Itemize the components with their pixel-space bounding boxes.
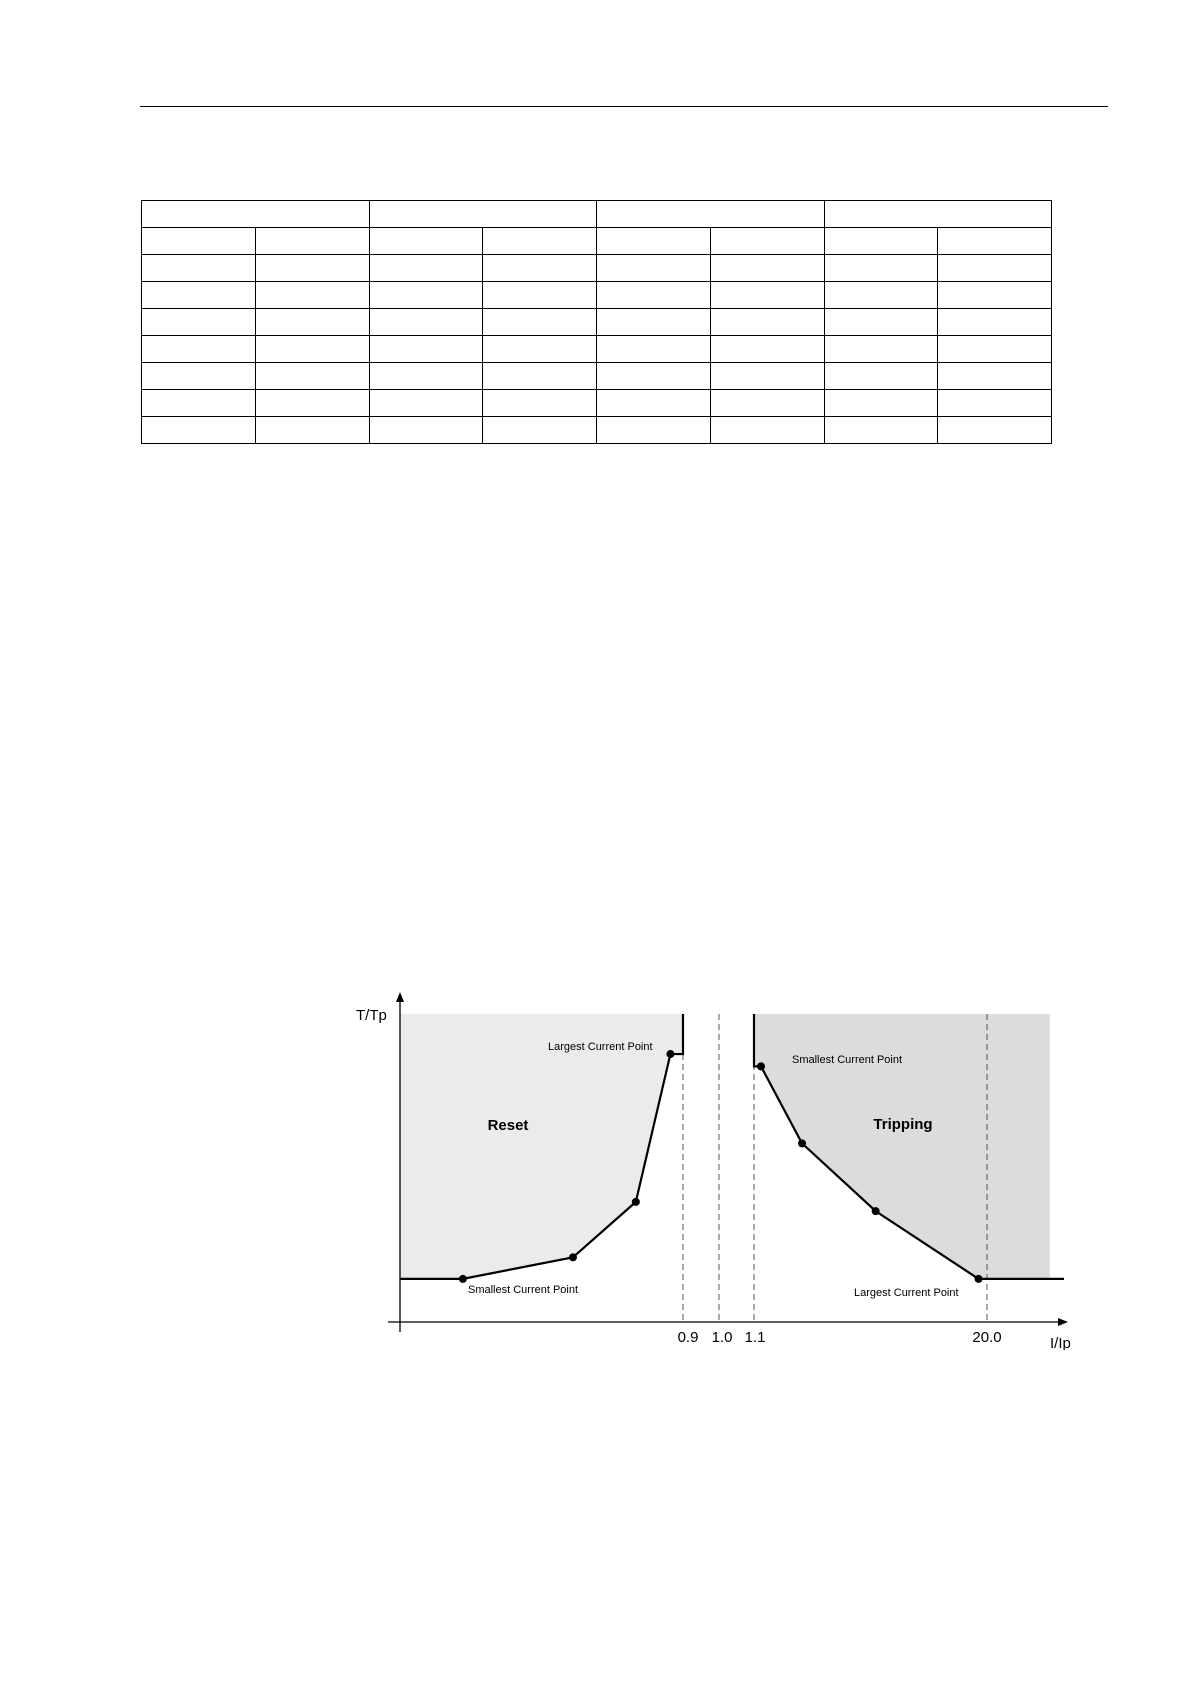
table-cell: [824, 336, 938, 363]
tripping-curve-point: [798, 1139, 806, 1147]
table-cell: [824, 417, 938, 444]
table-cell: [255, 282, 369, 309]
table-cell: [369, 309, 483, 336]
reset-region-label: Reset: [487, 1117, 529, 1134]
table-cell: [483, 228, 597, 255]
table-cell: [142, 363, 256, 390]
table-cell: [824, 282, 938, 309]
table-cell: [142, 390, 256, 417]
table-row: [142, 336, 1052, 363]
table-cell: [824, 309, 938, 336]
table-cell: [483, 255, 597, 282]
data-table: [141, 200, 1052, 444]
table-header-cell: [369, 201, 597, 228]
y-axis-arrow: [396, 992, 404, 1002]
table-cell: [710, 228, 824, 255]
table-cell: [142, 282, 256, 309]
table-cell: [142, 255, 256, 282]
table-subheader-row: [142, 228, 1052, 255]
table-cell: [938, 255, 1052, 282]
table-cell: [369, 255, 483, 282]
table-cell: [597, 228, 711, 255]
table-cell: [483, 309, 597, 336]
x-axis-arrow: [1058, 1318, 1068, 1326]
table-cell: [369, 417, 483, 444]
table-cell: [255, 228, 369, 255]
table-cell: [938, 390, 1052, 417]
table-row: [142, 363, 1052, 390]
table-cell: [483, 417, 597, 444]
table-cell: [824, 390, 938, 417]
characteristic-chart: [350, 990, 1090, 1350]
table-cell: [710, 309, 824, 336]
x-tick-label: 1.1: [744, 1329, 766, 1346]
table-cell: [483, 390, 597, 417]
table-cell: [824, 255, 938, 282]
table-cell: [255, 390, 369, 417]
reset-curve-point: [632, 1198, 640, 1206]
table-row: [142, 255, 1052, 282]
table-header-cell: [142, 201, 370, 228]
table-cell: [369, 228, 483, 255]
table-cell: [142, 309, 256, 336]
table-row: [142, 309, 1052, 336]
table-cell: [142, 228, 256, 255]
tripping-region-label: Tripping: [873, 1116, 933, 1133]
x-tick-label: 20.0: [972, 1329, 1002, 1346]
table-cell: [597, 390, 711, 417]
table-cell: [710, 255, 824, 282]
reset-largest-current-label: Largest Current Point: [548, 1041, 653, 1053]
table-cell: [597, 363, 711, 390]
table-cell: [369, 336, 483, 363]
table-cell: [938, 282, 1052, 309]
table-cell: [710, 363, 824, 390]
reset-smallest-current-label: Smallest Current Point: [468, 1284, 579, 1296]
table-cell: [369, 390, 483, 417]
table-cell: [483, 363, 597, 390]
table-row: [142, 390, 1052, 417]
table-cell: [483, 282, 597, 309]
table-cell: [710, 417, 824, 444]
table-cell: [710, 282, 824, 309]
header-rule: [140, 106, 1108, 107]
table-cell: [255, 336, 369, 363]
trip-smallest-current-label: Smallest Current Point: [792, 1054, 903, 1066]
table-header-row: [142, 201, 1052, 228]
table-cell: [142, 336, 256, 363]
y-axis-label: T/Tp: [356, 1007, 387, 1024]
table-cell: [938, 417, 1052, 444]
table-cell: [255, 363, 369, 390]
chart-svg: [350, 990, 1090, 1350]
x-tick-label: 1.0: [711, 1329, 733, 1346]
table-cell: [255, 417, 369, 444]
table-cell: [597, 417, 711, 444]
table-row: [142, 282, 1052, 309]
table-cell: [142, 417, 256, 444]
table-cell: [710, 336, 824, 363]
table-cell: [938, 309, 1052, 336]
table-cell: [597, 282, 711, 309]
table-cell: [938, 336, 1052, 363]
table-cell: [255, 309, 369, 336]
table-cell: [597, 255, 711, 282]
table-cell: [483, 336, 597, 363]
tripping-curve-point: [975, 1275, 983, 1283]
x-axis-label: I/Ip: [1050, 1335, 1071, 1350]
table-cell: [710, 390, 824, 417]
table-cell: [824, 228, 938, 255]
table-cell: [597, 309, 711, 336]
reset-curve-point: [666, 1050, 674, 1058]
reset-curve-point: [569, 1253, 577, 1261]
reset-region: [400, 1014, 683, 1279]
reset-curve-point: [459, 1275, 467, 1283]
table-grid: [141, 200, 1052, 444]
table-cell: [824, 363, 938, 390]
table-cell: [597, 336, 711, 363]
table-header-cell: [824, 201, 1052, 228]
x-tick-label: 0.9: [677, 1329, 699, 1346]
table-row: [142, 417, 1052, 444]
table-cell: [369, 282, 483, 309]
table-header-cell: [597, 201, 825, 228]
table-cell: [938, 363, 1052, 390]
table-cell: [255, 255, 369, 282]
trip-largest-current-label: Largest Current Point: [854, 1287, 959, 1299]
tripping-curve-point: [872, 1207, 880, 1215]
table-cell: [938, 228, 1052, 255]
table-cell: [369, 363, 483, 390]
tripping-curve-point: [757, 1062, 765, 1070]
